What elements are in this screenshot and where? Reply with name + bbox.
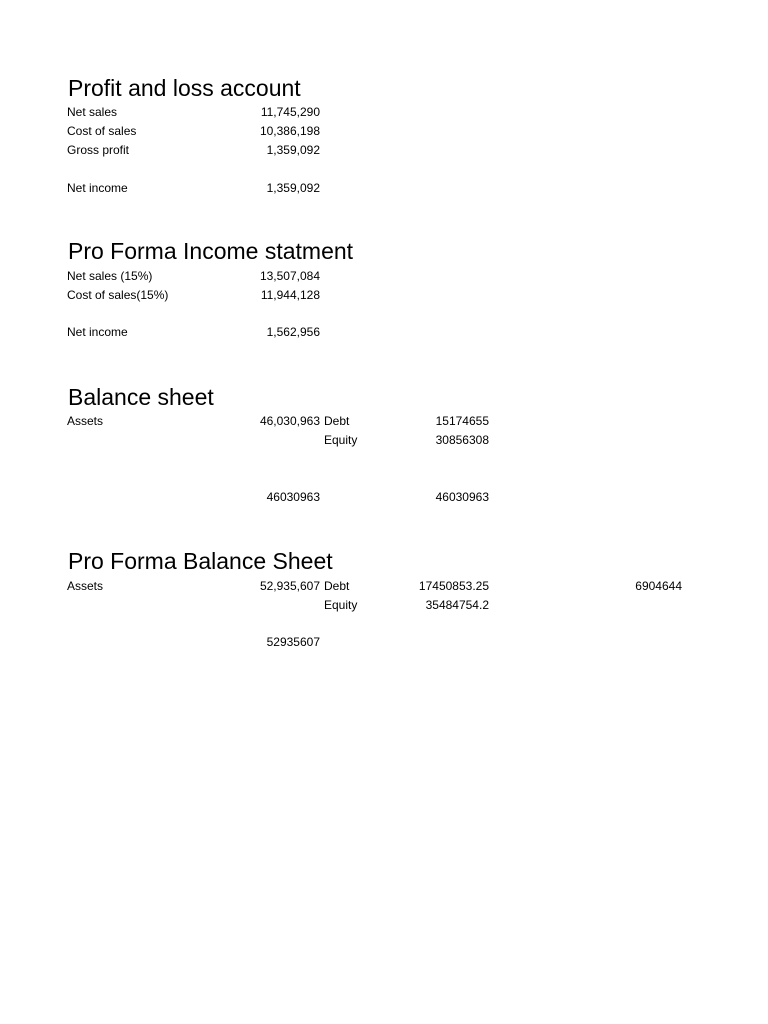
pfb-debt-value: 17450853.25: [418, 579, 489, 593]
profit-loss-title: Profit and loss account: [68, 75, 301, 101]
pfb-equity-label: Equity: [324, 598, 358, 612]
pfi-cost-of-sales-label: Cost of sales(15%): [67, 288, 169, 302]
pfb-extra-value: 6904644: [635, 579, 682, 593]
pfi-net-sales-value: 13,507,084: [259, 269, 320, 283]
pl-gross-profit-label: Gross profit: [67, 143, 130, 157]
bs-equity-label: Equity: [324, 433, 358, 447]
pfb-equity-value: 35484754.2: [425, 598, 489, 612]
bs-assets-value: 46,030,963: [259, 414, 320, 428]
pfb-debt-label: Debt: [324, 579, 350, 593]
pfb-assets-value: 52,935,607: [259, 579, 320, 593]
pfi-net-income-label: Net income: [67, 325, 128, 339]
pl-net-sales-label: Net sales: [67, 105, 118, 119]
bs-total-liabilities: 46030963: [435, 490, 489, 504]
bs-debt-value: 15174655: [435, 414, 489, 428]
pl-gross-profit-value: 1,359,092: [266, 143, 320, 157]
pfi-net-income-value: 1,562,956: [266, 325, 320, 339]
pl-net-income-value: 1,359,092: [266, 181, 320, 195]
pfi-cost-of-sales-value: 11,944,128: [260, 288, 320, 302]
pl-net-income-label: Net income: [67, 181, 128, 195]
pfb-total-assets: 52935607: [266, 635, 320, 649]
pl-net-sales-value: 11,745,290: [260, 105, 320, 119]
pl-cost-of-sales-value: 10,386,198: [259, 124, 320, 138]
balance-sheet-title: Balance sheet: [68, 384, 214, 410]
bs-debt-label: Debt: [324, 414, 350, 428]
pl-cost-of-sales-label: Cost of sales: [67, 124, 137, 138]
pfi-net-sales-label: Net sales (15%): [67, 269, 153, 283]
pro-forma-balance-title: Pro Forma Balance Sheet: [68, 548, 333, 574]
pro-forma-income-title: Pro Forma Income statment: [68, 238, 354, 264]
pfb-assets-label: Assets: [67, 579, 104, 593]
bs-assets-label: Assets: [67, 414, 104, 428]
bs-total-assets: 46030963: [266, 490, 320, 504]
bs-equity-value: 30856308: [435, 433, 489, 447]
